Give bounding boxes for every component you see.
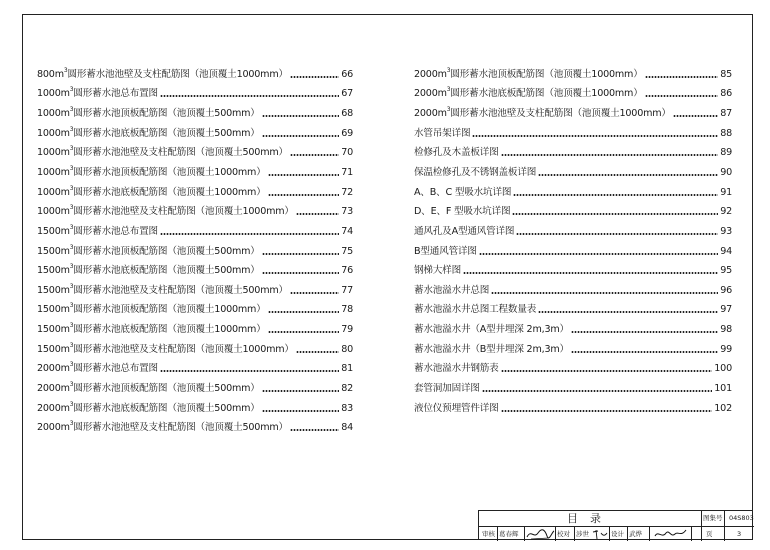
checker-signature [591,527,609,541]
toc-entry-page: 66 [341,68,353,80]
designer-name: 武烨 [629,530,642,538]
title-block-title: 目录 [567,512,613,525]
page-number: 3 [737,530,742,538]
toc-entry-text: 圆形蓄水池池壁及支柱配筋图（池顶覆土500mm） [73,284,288,296]
toc-entry-page: 89 [720,147,732,159]
toc-entry [414,282,732,297]
toc-entry-title [414,66,643,81]
toc-entry-page: 80 [341,343,353,355]
toc-entry-text: 保温检修孔及不锈钢盖板详图 [414,166,537,178]
toc-entry-text: 圆形蓄水池池壁及支柱配筋图（池顶覆土1000mm） [67,68,288,80]
toc-entry [37,145,353,160]
toc-entry-page: 99 [720,343,732,355]
toc-entry-unit-sup: 3 [69,341,74,349]
toc-entry-title [37,243,260,258]
toc-entry [37,105,353,120]
toc-entry-unit-sup: 3 [69,302,74,310]
toc-entry-text: 蓄水池溢水井总图工程数量表 [414,304,537,316]
toc-entry-capacity: 1000m [37,206,70,218]
toc-entry-capacity: 1500m [37,324,70,336]
toc-leader-dots [538,311,718,313]
toc-entry-text: A、B、C 型吸水坑详图 [414,186,512,198]
toc-entry-unit-sup: 3 [69,243,74,251]
toc-entry-page: 73 [341,206,353,218]
toc-leader-dots [645,76,719,78]
toc-entry-text: 圆形蓄水池池壁及支柱配筋图（池顶覆土500mm） [73,422,288,434]
toc-entry [37,420,353,435]
toc-entry-unit-sup: 3 [63,66,68,74]
toc-entry-page: 95 [720,265,732,277]
toc-entry [37,243,353,258]
toc-entry [414,66,732,81]
toc-entry-text: 钢梯大样图 [414,265,461,277]
toc-leader-dots [538,174,718,176]
toc-entry-text: 圆形蓄水池池壁及支柱配筋图（池顶覆土1000mm） [450,108,671,120]
toc-entry-page: 96 [720,284,732,296]
toc-leader-dots [501,154,719,156]
toc-entry-unit-sup: 3 [69,420,74,428]
toc-entry [414,361,732,376]
toc-entry [414,145,732,160]
toc-entry-title [37,184,266,199]
toc-entry-title [414,128,470,140]
toc-entry-text: 圆形蓄水池底板配筋图（池顶覆土500mm） [73,127,260,139]
toc-right-column [414,66,732,420]
toc-entry-text: 圆形蓄水池池壁及支柱配筋图（池顶覆土500mm） [73,147,288,159]
toc-entry-title [414,265,461,277]
toc-entry-capacity: 1000m [37,186,70,198]
toc-entry-text: 蓄水池溢水井（B型井埋深 2m,3m） [414,343,569,355]
toc-entry-text: 圆形蓄水池顶板配筋图（池顶覆土500mm） [73,245,260,257]
toc-entry-title [37,383,260,395]
toc-entry-title [37,223,158,238]
toc-entry-page: 84 [341,422,353,434]
toc-entry-capacity: 2000m [414,88,447,100]
toc-entry-page: 100 [714,363,732,375]
toc-entry-capacity: 1000m [37,127,70,139]
toc-entry-page: 78 [341,304,353,316]
toc-entry [37,262,353,277]
toc-entry [414,341,732,356]
toc-entry-text: 通风孔及A型通风管详图 [414,225,515,237]
toc-entry-title [414,363,499,375]
toc-leader-dots [268,311,340,313]
toc-entry-page: 67 [341,88,353,100]
toc-entry [414,243,732,258]
toc-entry-text: 圆形蓄水池顶板配筋图（池顶覆土1000mm） [450,68,643,80]
toc-entry [37,302,353,317]
toc-entry-page: 87 [720,108,732,120]
reviewer-name: 葛春辉 [499,530,519,538]
toc-entry-title [37,125,260,140]
toc-entry [37,184,353,199]
toc-entry-page: 69 [341,127,353,139]
toc-leader-dots [268,194,340,196]
toc-leader-dots [160,370,339,372]
toc-entry [414,164,732,179]
toc-entry-page: 97 [720,304,732,316]
toc-leader-dots [516,233,718,235]
toc-leader-dots [290,154,339,156]
toc-entry-text: 圆形蓄水池底板配筋图（池顶覆土1000mm） [73,324,266,336]
toc-entry-text: 圆形蓄水池总布置图 [73,225,158,237]
toc-entry [414,262,732,277]
toc-entry-capacity: 1500m [37,245,70,257]
toc-entry-capacity: 2000m [414,108,447,120]
toc-entry-unit-sup: 3 [69,223,74,231]
toc-leader-dots [268,174,340,176]
title-block [478,510,753,540]
toc-leader-dots [479,253,718,255]
toc-leader-dots [571,351,718,353]
toc-entry-unit-sup: 3 [69,381,74,388]
toc-entry-text: 圆形蓄水池顶板配筋图（池顶覆土1000mm） [73,166,266,178]
toc-entry [37,164,353,179]
toc-entry-title [37,147,288,159]
toc-leader-dots [262,410,339,412]
check-label: 校对 [557,530,570,538]
toc-entry-capacity: 2000m [37,363,70,375]
toc-entry-title [37,108,260,120]
toc-leader-dots [501,410,713,412]
toc-entry [37,125,353,140]
toc-entry-text: 蓄水池溢水井钢筋表 [414,363,499,375]
toc-entry-capacity: 1000m [37,88,70,100]
toc-entry-unit-sup: 3 [69,400,74,408]
toc-entry-title [414,206,510,218]
toc-entry-text: 圆形蓄水池顶板配筋图（池顶覆土500mm） [73,108,260,120]
toc-entry-unit-sup: 3 [446,66,451,74]
toc-entry-page: 79 [341,324,353,336]
toc-entry-title [37,88,158,100]
toc-leader-dots [645,95,719,97]
toc-entry-title [37,324,266,336]
toc-entry-text: 圆形蓄水池顶板配筋图（池顶覆土500mm） [73,383,260,394]
toc-entry-title [37,400,260,415]
toc-leader-dots [262,253,339,255]
toc-entry-text: 圆形蓄水池底板配筋图（池顶覆土500mm） [73,402,260,414]
toc-entry-capacity: 2000m [414,68,447,80]
toc-entry-page: 94 [720,245,732,257]
toc-entry [37,282,353,297]
toc-entry-unit-sup: 3 [69,282,74,290]
toc-entry-capacity: 2000m [37,422,70,434]
toc-entry [414,380,732,395]
toc-entry-page: 70 [341,147,353,159]
toc-entry [414,321,732,336]
toc-entry-page: 88 [720,127,732,139]
toc-entry-title [414,108,671,120]
toc-entry-page: 98 [720,324,732,336]
toc-entry-page: 86 [720,88,732,100]
toc-leader-dots [501,370,713,372]
toc-entry-unit-sup: 3 [69,204,74,212]
toc-entry-capacity: 1000m [37,147,70,159]
toc-leader-dots [262,390,339,392]
toc-leader-dots [262,135,339,137]
toc-entry-title [414,304,536,316]
toc-entry-title [37,282,288,297]
checker-name: 涉世 [576,530,589,538]
toc-entry-page: 83 [341,402,353,414]
toc-entry [414,125,732,140]
toc-entry-text: 圆形蓄水池底板配筋图（池顶覆土1000mm） [450,88,643,100]
toc-entry-unit-sup: 3 [446,86,451,94]
toc-leader-dots [571,331,718,333]
toc-entry-text: 液位仪预埋管件详图 [414,402,499,414]
toc-entry-title [414,324,569,336]
toc-entry-text: 圆形蓄水池顶板配筋图（池顶覆土1000mm） [73,304,266,316]
toc-entry-title [37,304,266,316]
toc-entry-title [414,246,477,258]
toc-entry-title [37,363,158,375]
toc-entry [37,66,353,81]
toc-entry-capacity: 1500m [37,284,70,296]
toc-leader-dots [290,429,339,431]
toc-entry-page: 85 [720,68,732,80]
toc-entry-text: D、E、F 型吸水坑详图 [414,206,511,218]
toc-entry [414,400,732,415]
toc-entry [414,86,732,101]
toc-entry [414,302,732,317]
toc-left-column [37,66,353,439]
toc-entry-title [37,341,294,356]
toc-entry [37,223,353,238]
toc-entry-unit-sup: 3 [69,164,74,172]
toc-leader-dots [513,194,718,196]
toc-entry [37,321,353,336]
toc-entry-unit-sup: 3 [69,184,74,192]
toc-entry [414,184,732,199]
toc-leader-dots [262,272,339,274]
toc-entry-text: B型通风管详图 [414,245,477,257]
toc-entry-title [414,285,489,297]
toc-entry-page: 93 [720,225,732,237]
toc-entry-title [414,167,536,179]
toc-entry-capacity: 1500m [37,225,70,237]
toc-leader-dots [290,292,339,294]
toc-entry-text: 圆形蓄水池池壁及支柱配筋图（池顶覆土1000mm） [73,206,294,218]
toc-entry-page: 77 [341,284,353,296]
toc-entry-page: 68 [341,108,353,120]
toc-entry-page: 76 [341,265,353,277]
toc-entry [414,203,732,218]
toc-entry-page: 81 [341,363,353,375]
toc-leader-dots [512,213,718,215]
toc-entry-title [37,422,288,434]
toc-leader-dots [160,95,339,97]
atlas-number-label: 图集号 [703,514,723,522]
toc-entry-unit-sup: 3 [69,145,74,153]
toc-entry-unit-sup: 3 [69,86,74,94]
reviewer-signature [525,527,555,541]
toc-leader-dots [472,135,718,137]
toc-leader-dots [268,331,340,333]
toc-entry-title [414,187,511,199]
toc-leader-dots [296,351,339,353]
toc-entry-unit-sup: 3 [69,361,74,369]
toc-entry-page: 91 [720,186,732,198]
toc-entry-text: 套管洞加固详图 [414,383,480,394]
toc-entry-title [414,88,643,100]
toc-entry-capacity: 2000m [37,383,70,394]
toc-entry-page: 101 [714,383,732,394]
toc-leader-dots [673,115,718,117]
toc-entry-text: 圆形蓄水池底板配筋图（池顶覆土1000mm） [73,186,266,198]
toc-entry-page: 74 [341,225,353,237]
toc-entry-capacity: 1500m [37,304,70,316]
toc-entry-page: 71 [341,166,353,178]
toc-entry-capacity: 1500m [37,343,70,355]
toc-entry-unit-sup: 3 [69,106,74,114]
toc-entry-text: 水管吊架详图 [414,127,471,139]
toc-entry [37,203,353,218]
toc-entry-unit-sup: 3 [69,125,74,133]
toc-entry-text: 检修孔及木盖板详图 [414,147,499,159]
toc-entry-page: 72 [341,186,353,198]
toc-entry-page: 75 [341,245,353,257]
toc-entry-title [414,226,514,238]
toc-entry-unit-sup: 3 [69,322,74,330]
toc-entry-capacity: 1000m [37,108,70,120]
toc-entry-page: 92 [720,206,732,218]
toc-entry-text: 圆形蓄水池池壁及支柱配筋图（池顶覆土1000mm） [73,343,294,355]
toc-entry-capacity: 1500m [37,265,70,277]
toc-leader-dots [296,213,339,215]
toc-entry [37,86,353,101]
toc-leader-dots [482,390,713,392]
toc-entry-title [414,383,480,395]
toc-entry-unit-sup: 3 [69,263,74,271]
toc-entry-text: 圆形蓄水池总布置图 [73,88,158,100]
toc-leader-dots [262,115,339,117]
toc-entry-capacity: 2000m [37,402,70,414]
toc-entry [37,380,353,395]
toc-leader-dots [463,272,718,274]
toc-leader-dots [160,233,339,235]
toc-leader-dots [290,76,339,78]
designer-signature [653,527,689,541]
toc-entry-title [414,147,499,159]
toc-entry-title [414,403,499,415]
toc-entry-title [37,206,294,218]
toc-leader-dots [491,292,718,294]
toc-entry-capacity: 1000m [37,166,70,178]
toc-entry-text: 圆形蓄水池总布置图 [73,363,158,375]
toc-entry [37,361,353,376]
review-label: 审核 [482,530,495,538]
toc-entry [414,105,732,120]
toc-entry-page: 102 [714,402,732,414]
toc-entry-title [414,344,569,356]
toc-entry-capacity: 800m [37,68,64,80]
page-label: 页 [706,530,713,538]
design-label: 设计 [611,530,624,538]
toc-entry-text: 蓄水池溢水井总图 [414,284,490,296]
toc-entry-page: 90 [720,166,732,178]
toc-entry-text: 蓄水池溢水井（A型井埋深 2m,3m） [414,324,569,336]
toc-entry-title [37,164,266,179]
toc-entry [414,223,732,238]
toc-entry-title [37,265,260,277]
toc-entry [37,341,353,356]
toc-entry-page: 82 [341,383,353,394]
toc-entry-text: 圆形蓄水池底板配筋图（池顶覆土500mm） [73,265,260,277]
atlas-number: 04S803 [729,514,754,522]
toc-entry [37,400,353,415]
toc-entry-title [37,66,288,81]
toc-entry-unit-sup: 3 [446,106,451,114]
